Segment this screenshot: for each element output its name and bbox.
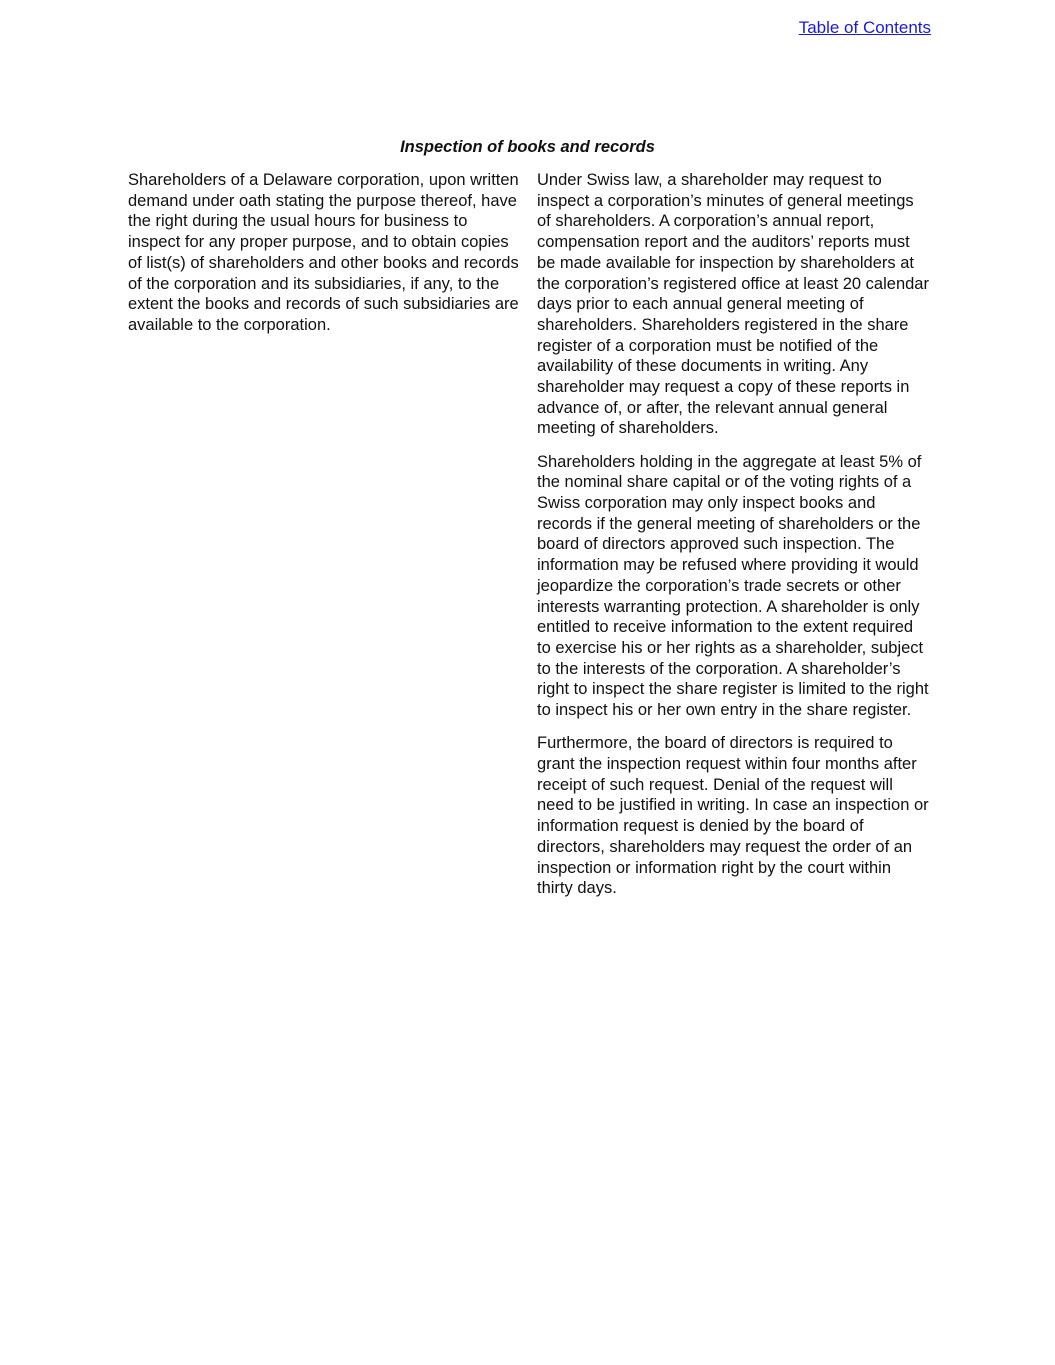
delaware-paragraph: Shareholders of a Delaware corporation, upon written demand under oath stating the purpose thereof, have the right during the usual hours for business to inspect for any proper purpose, and to obtain copies of list(s) of shareholders and other books and records of the corporation and its subsidiaries, if any, to the extent the books and records of such subsidiaries are available to the corporation. bbox=[128, 171, 519, 334]
swiss-paragraph: Furthermore, the board of directors is required to grant the inspection request within four months after receipt of such request. Denial of the request will need to be justified in writing. In case an inspection or information request is denied by the board of directors, shareholders may request the order of an inspection or information right by the court within thirty days. bbox=[537, 734, 929, 898]
section-title: Inspection of books and records bbox=[400, 138, 655, 156]
swiss-paragraph: Shareholders holding in the aggregate at least 5% of the nominal share capital or of the voting rights of a Swiss corporation may only inspect books and records if the general meeting of shareholders or the board of directors approved such inspection. The information may be refused where providing it would jeopardize the corporation’s trade secrets or other interests warranting protection. A shareholder is only entitled to receive information to the extent required to exercise his or her rights as a shareholder, subject to the interests of the corporation. A shareholder’s right to inspect the share register is limited to the right to inspect his or her own entry in the share register. bbox=[537, 452, 929, 720]
delaware-column bbox=[128, 170, 520, 348]
swiss-paragraph: Under Swiss law, a shareholder may request to inspect a corporation’s minutes of general meetings of shareholders. A corporation’s annual report, compensation report and the auditors’ reports must be made available for inspection by shareholders at the corporation’s registered office at least 20 calendar days prior to each annual general meeting of shareholders. Shareholders registered in the share register of a corporation must be notified of the availability of these documents in writing. Any shareholder may request a copy of these reports in advance of, or after, the relevant annual general meeting of shareholders. bbox=[537, 171, 929, 438]
swiss-column bbox=[537, 170, 929, 911]
table-of-contents-link[interactable]: Table of Contents bbox=[798, 18, 931, 37]
